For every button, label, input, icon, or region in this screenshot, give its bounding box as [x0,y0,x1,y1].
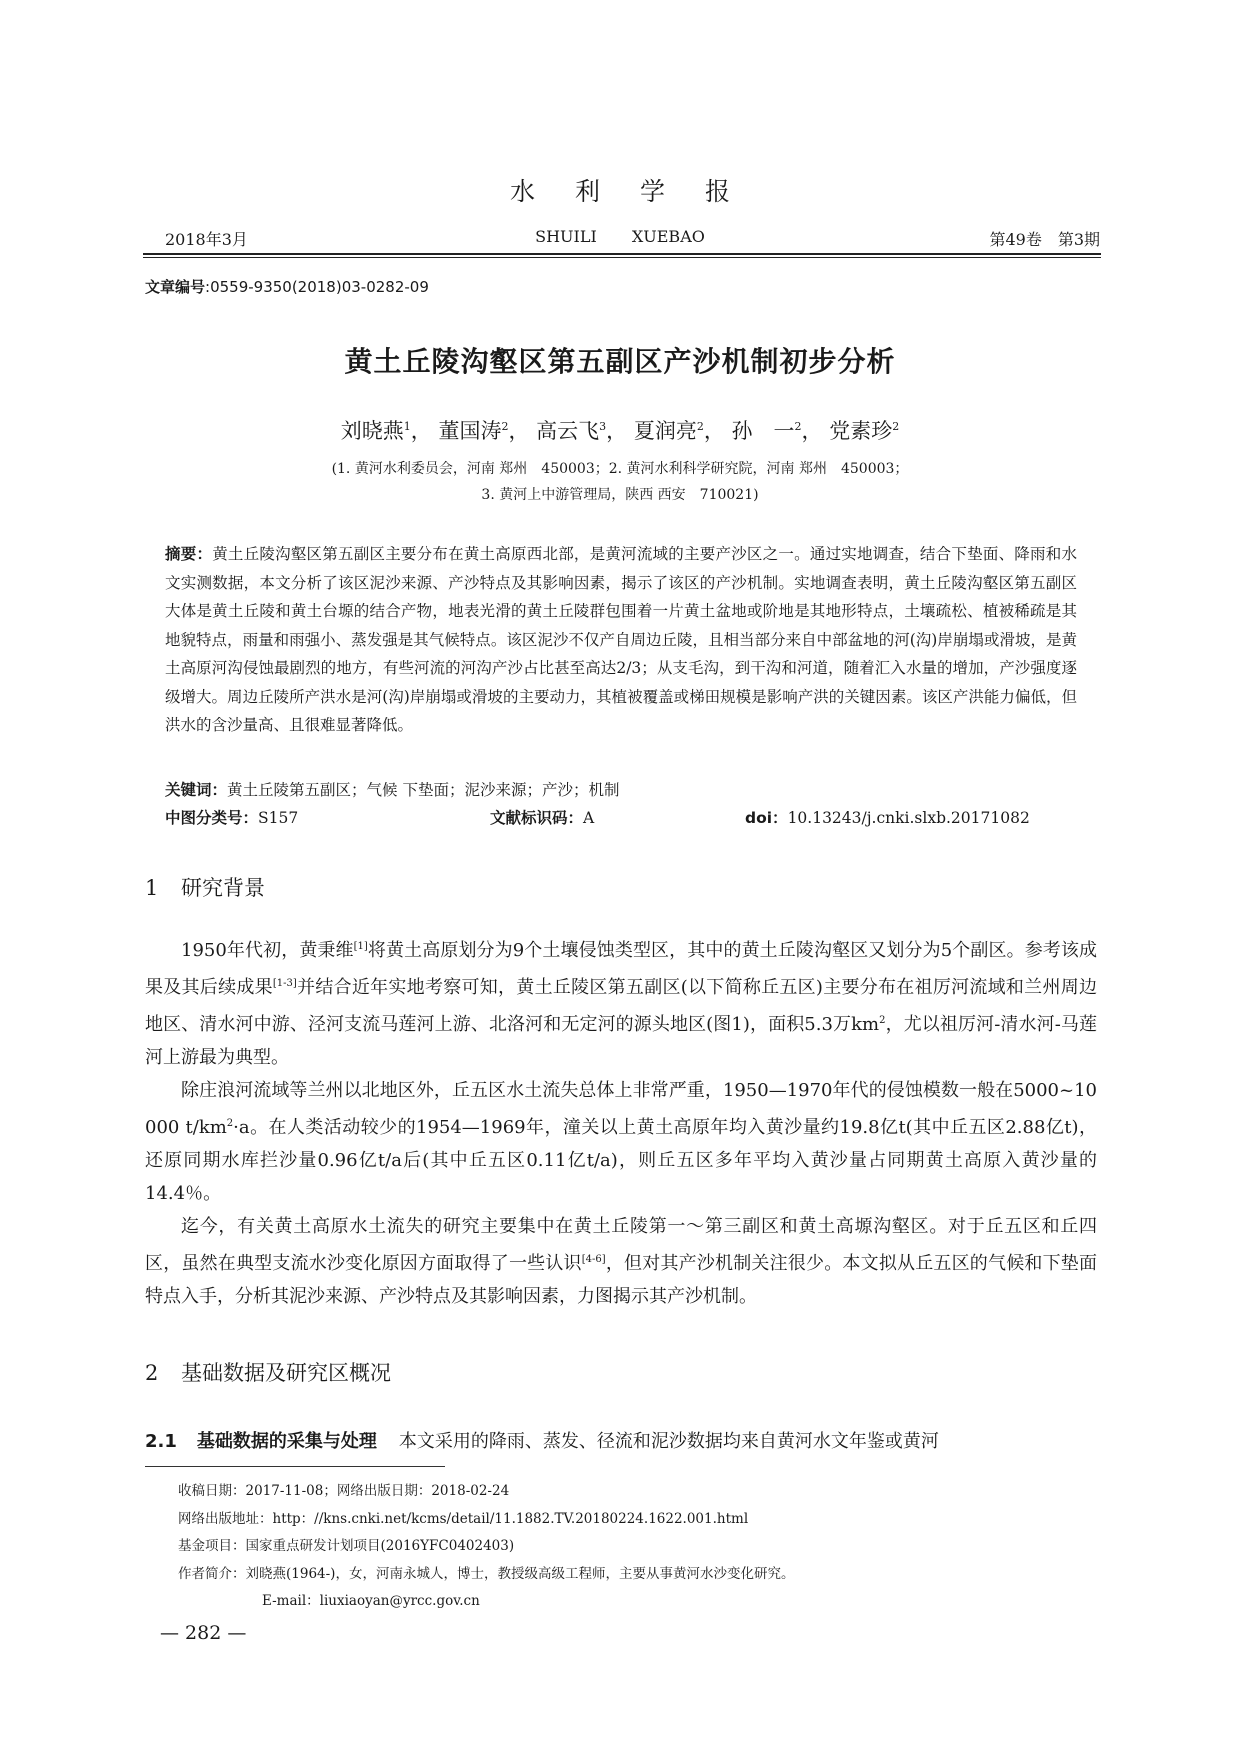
author-separator: ， [508,419,530,443]
journal-name-en: SHUILI XUEBAO [535,227,705,246]
footnote-fund: 基金项目：国家重点研发计划项目(2016YFC0402403) [178,1538,515,1554]
article-id [145,276,429,297]
author-separator: ， [410,419,432,443]
text-run: 并结合近年实地考察可知，黄土丘陵区第五副区(以下简称丘五区)主要分布在祖厉河流域和兰州周边地区、清水河中游、泾河支流马莲河上游、北洛河和无定河的源头地区(图1)，面积5.3万km [145,977,1097,1035]
author-name: 高云飞 [536,419,600,443]
author-list [0,415,1240,445]
clc-label: 中图分类号： [165,809,259,827]
footnote-received: 收稿日期：2017-11-08；网络出版日期：2018-02-24 [178,1483,510,1499]
section-2-heading [145,1357,391,1387]
doi-value: 10.13243/j.cnki.slxb.20171082 [787,809,1030,827]
issue-date: 2018年3月 [165,230,248,249]
superscript: 2 [879,1015,886,1026]
author-separator: ， [703,419,725,443]
superscript: 2 [226,1118,234,1129]
text-run: ，尤以祖厉河-清水河-马莲河上游最为典型。 [145,1014,1097,1068]
author-affil-mark: 2 [696,420,704,433]
author-affil-mark: 1 [403,420,411,433]
author-affil-mark: 2 [501,420,509,433]
subsection-2-1 [145,1425,1097,1458]
volume-issue: 第49卷 第3期 [989,230,1100,249]
affiliation-line-2: 3. 黄河上中游管理局，陕西 西安 710021) [481,487,759,503]
text-run: ·a。在人类活动较少的1954—1969年，潼关以上黄土高原年均入黄沙量约19.8亿t(其中丘五区2.88亿t)，还原同期水库拦沙量0.96亿t/a后(其中丘五区0.11亿t/a)，则丘五区多年平均入黄沙量占同期黄土高原入黄沙量的14.4％。 [145,1117,1097,1204]
header-rule-thick [143,253,1101,255]
text-run: 除庄浪河流域等兰州以北地区外，丘五区水土流失总体上非常严重，1950—1970年代的侵蚀模数一般在5000~10 000 t/km [145,1080,1097,1138]
author-name: 刘晓燕 [340,419,404,443]
text-run: 将黄土高原划分为9个土壤侵蚀类型区，其中的黄土丘陵沟壑区又划分为5个副区。参考该成果及其后续成果 [145,940,1098,998]
clc-number [165,806,298,828]
author-affil-mark: 2 [794,420,802,433]
footnote-author-bio: 作者简介：刘晓燕(1964-)，女，河南永城人，博士，教授级高级工程师，主要从事黄河水沙变化研究。 [178,1565,795,1582]
page-number: — 282 — [160,1622,247,1644]
section-number: 2 [145,1361,159,1385]
text-run: 迄今，有关黄土高原水土流失的研究主要集中在黄土丘陵第一～第三副区和黄土高塬沟壑区。对于丘五区和丘四区，虽然在典型支流水沙变化原因方面取得了一些认识 [145,1216,1097,1274]
author-affil-mark: 3 [599,420,607,433]
text-run: ，但对其产沙机制关注很少。本文拟从丘五区的气候和下垫面特点入手，分析其泥沙来源、产沙特点及其影响因素，力图揭示其产沙机制。 [145,1253,1097,1307]
author-name: 孙 一 [731,419,795,443]
paper-title: 黄土丘陵沟壑区第五副区产沙机制初步分析 [344,345,896,378]
section-title: 基础数据及研究区概况 [181,1361,391,1385]
citation: [1-3] [272,978,297,989]
article-id-value: :0559-9350(2018)03-0282-09 [205,278,429,296]
abstract-label: 摘要： [165,545,213,563]
keywords-label: 关键词： [165,781,228,799]
footnote-rule [145,1466,445,1467]
keywords-text: 黄土丘陵第五副区；气候 下垫面；泥沙来源；产沙；机制 [227,781,620,799]
author-name: 夏润亮 [633,419,697,443]
author-name: 董国涛 [438,419,502,443]
section-number: 1 [145,876,159,900]
paragraph [145,1074,1097,1210]
paragraph [145,1210,1097,1313]
subsection-number: 2.1 [145,1431,177,1452]
footnote-email: E-mail：liuxiaoyan@yrcc.gov.cn [262,1593,480,1609]
section-1-body [145,930,1097,1313]
journal-name-cn: 水利学报 [509,177,770,206]
abstract-text: 黄土丘陵沟壑区第五副区主要分布在黄土高原西北部，是黄河流域的主要产沙区之一。通过实地调查，结合下垫面、降雨和水文实测数据，本文分析了该区泥沙来源、产沙特点及其影响因素，揭示了该区的产沙机制。实地调查表明，黄土丘陵沟壑区第五副区大体是黄土丘陵和黄土台塬的结合产物，地表光滑的黄土丘陵群包围着一片黄土盆地或阶地是其地形特点，土壤疏松、植被稀疏是其地貌特点，雨量和雨强小、蒸发强是其气候特点。该区泥沙不仅产自周边丘陵，且相当部分来自中部盆地的河(沟)岸崩塌或滑坡，是黄土高原河沟侵蚀最剧烈的地方，有些河流的河沟产沙占比甚至高达2/3；从支毛沟，到干沟和河道，随着汇入水量的增加，产沙强度逐级增大。周边丘陵所产洪水是河(沟)岸崩塌或滑坡的主要动力，其植被覆盖或梯田规模是影响产洪的关键因素。该区产洪能力偏低，但洪水的含沙量高、且很难显著降低。 [165,545,1077,734]
author-separator: ， [606,419,628,443]
subsection-title: 基础数据的采集与处理 [196,1431,377,1452]
section-title: 研究背景 [181,876,265,900]
footnote-online-url: 网络出版地址：http：//kns.cnki.net/kcms/detail/11.1882.TV.20180224.1622.001.html [178,1510,749,1527]
document-code [490,806,594,828]
section-1-heading [145,872,265,902]
doi-label: doi： [745,809,788,827]
header-rule-thin [143,257,1101,258]
paragraph [145,930,1097,1074]
citation: [4-6] [581,1254,606,1265]
article-id-label: 文章编号 [145,278,206,296]
citation: [1] [353,941,368,952]
author-name: 党素珍 [829,419,893,443]
abstract [165,540,1077,740]
affiliation-line-1: (1. 黄河水利委员会，河南 郑州 450003；2. 黄河水利科学研究院，河南 郑州 450003； [331,461,909,477]
footnotes [178,1478,1078,1616]
clc-value: S157 [258,809,299,827]
author-separator: ， [801,419,823,443]
text-run: 1950年代初，黄秉维 [181,940,354,961]
author-affil-mark: 2 [892,420,900,433]
subsection-text: 本文采用的降雨、蒸发、径流和泥沙数据均来自黄河水文年鉴或黄河 [398,1431,939,1452]
doc-code-value: A [583,809,595,827]
doc-code-label: 文献标识码： [490,809,584,827]
doi [745,806,1030,828]
keywords [165,778,1077,800]
